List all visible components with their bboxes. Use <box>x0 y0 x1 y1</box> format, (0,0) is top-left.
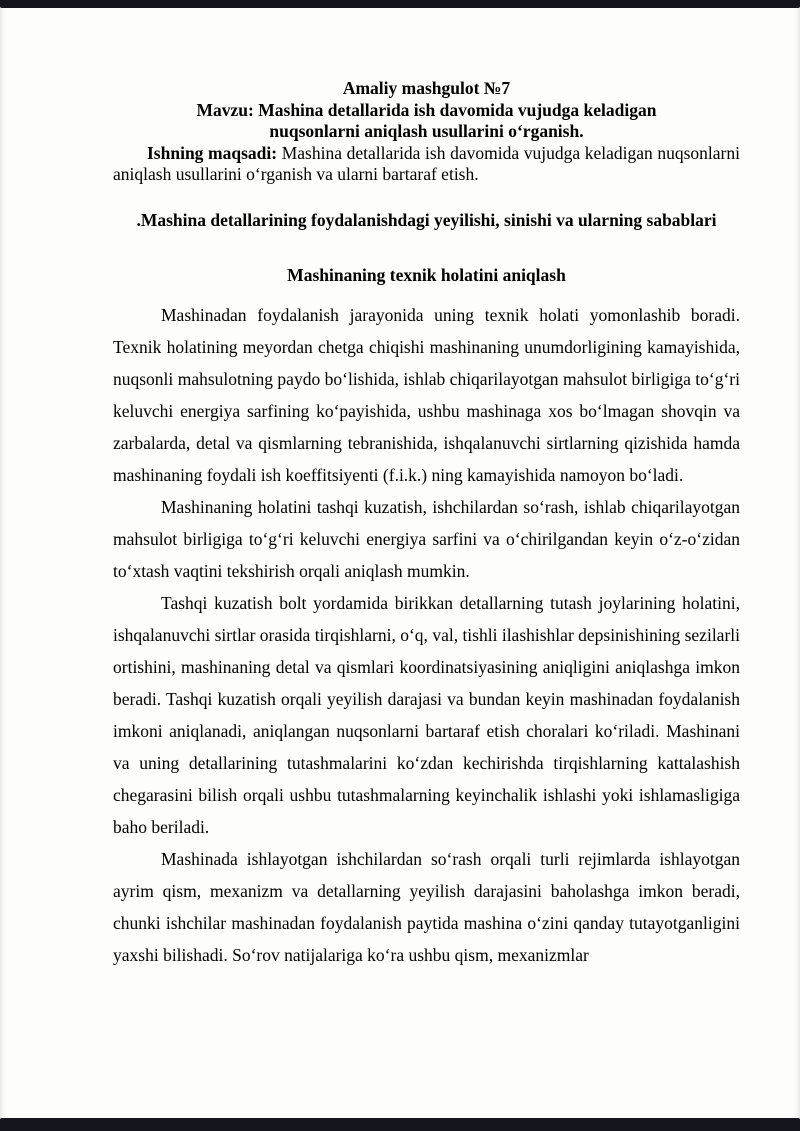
body-paragraph-3: Tashqi kuzatish bolt yordamida birikkan detallarning tutash joylarining holatini, ishqalanuvchi sirtlar orasida tirqishlarni, o‘q, val, tishli ilashishlar depsinishining sezilarli ortishini, mashinaning detal va qismlari koordinatsiyasining aniqligini aniqlashga imkon beradi. Tashqi kuzatish orqali yeyilish darajasi va bundan keyin mashinadan foydalanish imkoni aniqlanadi, aniqlangan nuqsonlarni bartaraf etish choralari ko‘riladi. Mashinani va uning detallarining tutashmalarini ko‘zdan kechirishda tirqishlarning kattalashish chegarasini bilish orqali ushbu tutashmalarning keyinchalik ishlashi yoki ishlamasligiga baho beriladi. <box>113 592 740 837</box>
body-paragraph-2: Mashinaning holatini tashqi kuzatish, ishchilardan so‘rash, ishlab chiqarilayotgan mahsulot birligiga to‘g‘ri keluvchi energiya sarfini va o‘chirilgandan keyin o‘z-o‘zidan to‘xtash vaqtini tekshirish orqali aniqlash mumkin. <box>113 496 740 581</box>
subsection-heading: Mashinaning texnik holatini aniqlash <box>287 265 566 285</box>
doc-title: Amaliy mashgulot №7 <box>342 78 511 98</box>
body-paragraph-4: Mashinada ishlayotgan ishchilardan so‘rash orqali turli rejimlarda ishlayotgan ayrim qism, mexanizm va detallarning yeyilish darajasini baholashga imkon beradi, chunki ishchilar mashinadan foydalanish paytida mashina o‘zini qanday tutayotganligini yaxshi bilishadi. So‘rov natijalariga ko‘ra ushbu qism, mexanizmlar <box>113 848 740 965</box>
purpose-text: Mashina detallarida ish davomida vujudga keladigan nuqsonlarni aniqlash usullarini o‘rganish va ularni bartaraf etish. <box>113 142 740 184</box>
purpose-paragraph <box>113 143 740 186</box>
document-content <box>113 78 740 971</box>
doc-subtitle-line1: Mavzu: Mashina detallarida ish davomida vujudga keladigan <box>196 99 657 120</box>
body-paragraph-1: Mashinadan foydalanish jarayonida uning texnik holati yomonlashib boradi. Texnik holatining meyordan chetga chiqishi mashinaning unumdorligining kamayishida, nuqsonli mahsulotning paydo bo‘lishida, ishlab chiqarilayotgan mahsulot birligiga to‘g‘ri keluvchi energiya sarfining ko‘payishida, ushbu mashinaga xos bo‘lmagan shovqin va zarbalarda, detal va qismlarning tebranishida, ishqalanuvchi sirtlarning qizishida hamda mashinaning foydali ish koeffitsiyenti (f.i.k.) ning kamayishida namoyon bo‘ladi. <box>113 304 740 485</box>
doc-subtitle-line2: nuqsonlarni aniqlash usullarini o‘rganish. <box>269 121 584 141</box>
page-edge-bottom <box>0 1118 800 1131</box>
section-heading: .Mashina detallarining foydalanishdagi yeyilishi, sinishi va ularning sabablari <box>136 209 717 230</box>
page-edge-top <box>0 0 800 8</box>
purpose-label: Ishning maqsadi: <box>147 142 278 163</box>
body-text <box>113 299 740 971</box>
